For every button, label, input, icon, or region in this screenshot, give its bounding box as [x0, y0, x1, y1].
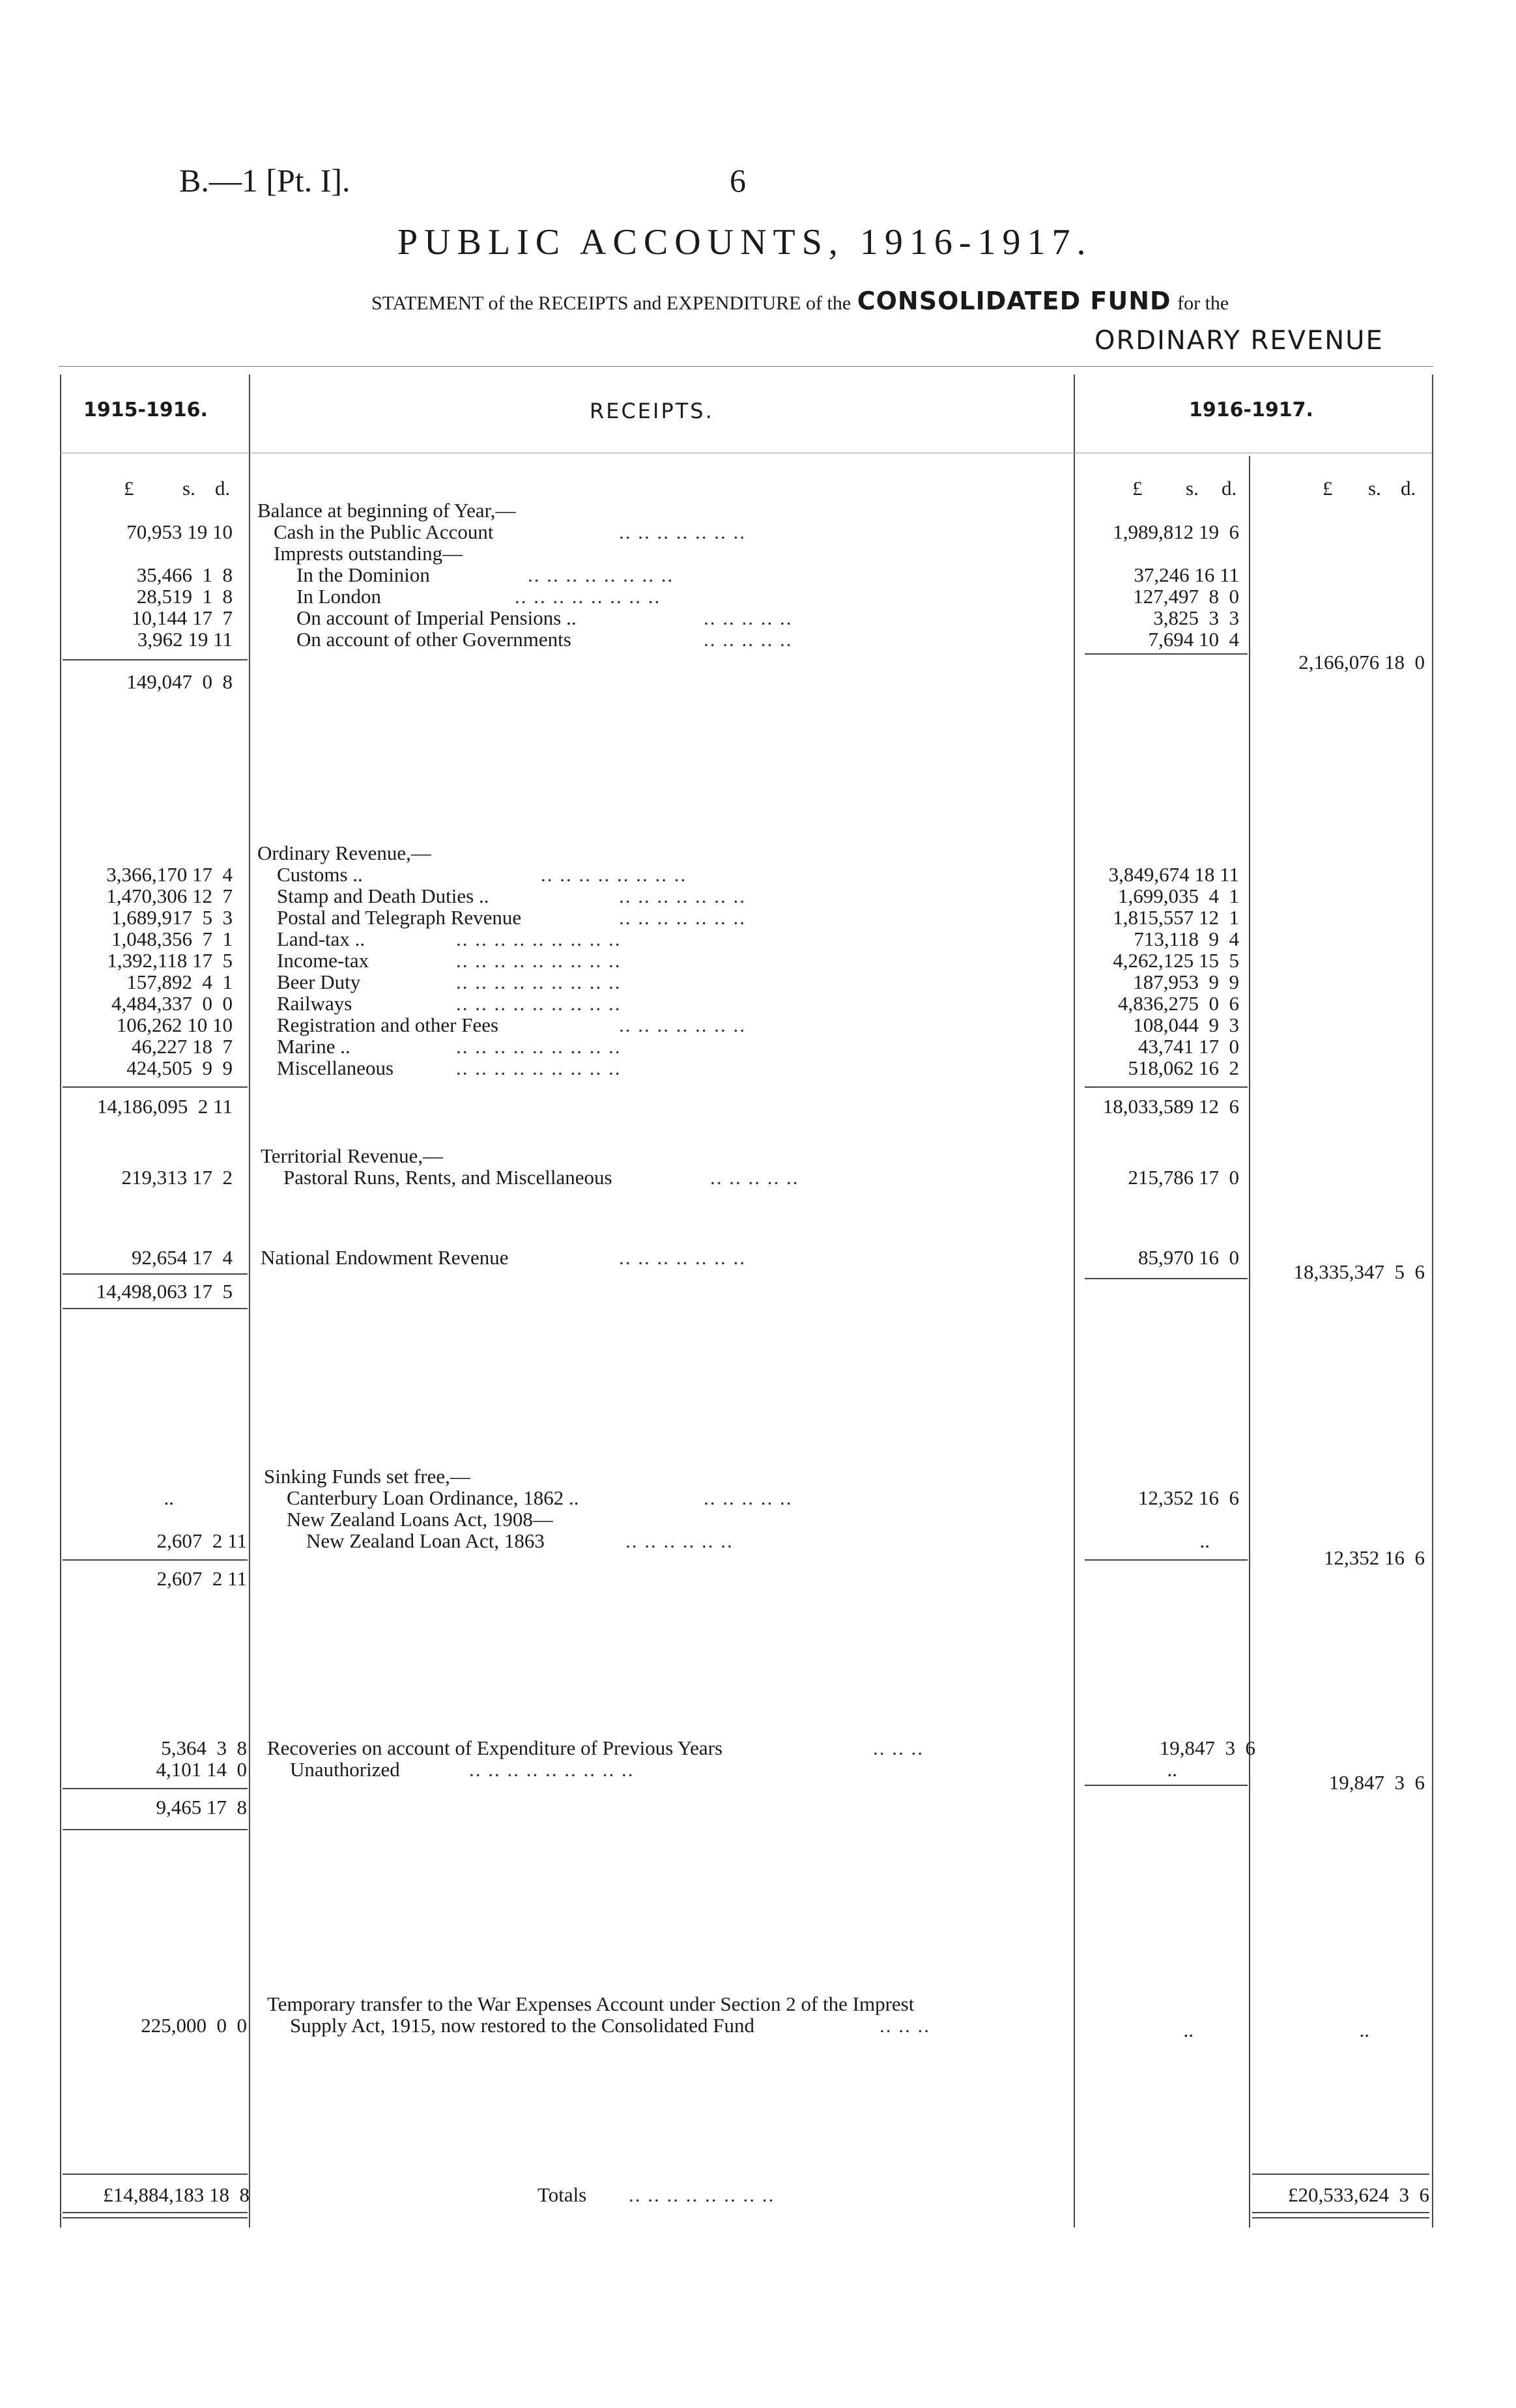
curr-value: 19,847 3 6 — [1159, 1736, 1255, 1759]
prev-value: 3,366,170 17 4 — [106, 863, 233, 886]
prev-value: 4,101 14 0 — [156, 1758, 247, 1781]
statement-subtitle — [371, 287, 1229, 315]
prev-value: 219,313 17 2 — [121, 1166, 233, 1189]
row-label: Customs .. — [277, 863, 363, 886]
prev-value: 1,048,356 7 1 — [111, 928, 233, 950]
row-label: Recoveries on account of Expenditure of Previous Years — [267, 1736, 723, 1759]
prev-value: 2,607 2 11 — [156, 1529, 247, 1552]
row-label: Pastoral Runs, Rents, and Miscellaneous — [283, 1166, 612, 1189]
curr-value: .. — [1167, 1758, 1177, 1781]
curr-value: 85,970 16 0 — [1138, 1246, 1239, 1269]
curr-value: 3,849,674 18 11 — [1108, 863, 1239, 886]
curr-section-total: 12,352 16 6 — [1324, 1546, 1425, 1569]
prev-section-total: 149,047 0 8 — [126, 670, 233, 693]
column-header-receipts: RECEIPTS. — [590, 399, 714, 423]
prev-value: 225,000 0 0 — [141, 2014, 247, 2037]
row-label: Supply Act, 1915, now restored to the Consolidated Fund — [290, 2014, 754, 2037]
prev-value: 3,962 19 11 — [137, 628, 233, 651]
prev-value: 4,484,337 0 0 — [111, 992, 233, 1015]
curr-value: .. — [1183, 2018, 1194, 2041]
curr-value: 12,352 16 6 — [1138, 1486, 1239, 1509]
totals-prev: £14,884,183 18 8 — [103, 2183, 250, 2206]
curr-section-total: 19,847 3 6 — [1328, 1771, 1425, 1794]
row-label: On account of Imperial Pensions .. — [296, 606, 577, 629]
prev-value: 1,470,306 12 7 — [106, 885, 233, 907]
row-label: On account of other Governments — [296, 628, 571, 651]
page-number: 6 — [730, 162, 746, 199]
prev-value: 424,505 9 9 — [126, 1056, 233, 1079]
prev-value: 1,392,118 17 5 — [107, 949, 233, 972]
page-reference: B.—1 [Pt. I]. — [179, 162, 350, 199]
curr-section-total: .. — [1359, 2018, 1369, 2041]
subtitle-fund: CONSOLIDATED FUND — [857, 287, 1171, 315]
curr-value: 108,044 9 3 — [1133, 1013, 1239, 1036]
row-label: New Zealand Loan Act, 1863 — [306, 1529, 545, 1552]
section-heading: Balance at beginning of Year,— — [257, 499, 516, 522]
curr-value: 1,815,557 12 1 — [1113, 906, 1239, 929]
totals-curr: £20,533,624 3 6 — [1288, 2183, 1429, 2206]
curr-value: 215,786 17 0 — [1128, 1166, 1239, 1189]
row-label: In London — [296, 585, 382, 608]
prev-section-total: 2,607 2 11 — [156, 1567, 247, 1590]
row-label: Railways — [277, 992, 352, 1015]
section-heading: Territorial Revenue,— — [261, 1144, 444, 1167]
curr-value: 37,246 16 11 — [1134, 563, 1239, 586]
page-title: PUBLIC ACCOUNTS, 1916-1917. — [397, 222, 1093, 262]
curr-section-total: 18,033,589 12 6 — [1102, 1095, 1239, 1118]
curr-value: 3,825 3 3 — [1153, 606, 1239, 629]
prev-section-total: 9,465 17 8 — [156, 1796, 247, 1819]
curr-value: 7,694 10 4 — [1148, 628, 1239, 651]
prev-value: 106,262 10 10 — [116, 1013, 233, 1036]
row-label: Marine .. — [277, 1035, 350, 1058]
prev-value: 10,144 17 7 — [132, 606, 233, 629]
row-label: In the Dominion — [296, 563, 430, 586]
section-heading: Sinking Funds set free,— — [264, 1465, 470, 1488]
row-label: Imprests outstanding— — [274, 542, 463, 565]
curr-value: 187,953 9 9 — [1133, 970, 1239, 993]
prev-value: 157,892 4 1 — [126, 970, 233, 993]
prev-value: 1,689,917 5 3 — [111, 906, 233, 929]
curr-value: 518,062 16 2 — [1128, 1056, 1239, 1079]
row-label: Unauthorized — [290, 1758, 400, 1781]
row-label: Postal and Telegraph Revenue — [277, 906, 522, 929]
row-label: Income-tax — [277, 949, 369, 972]
total-pound-symbol: £ — [1323, 477, 1333, 500]
subtitle-ordinary-revenue: ORDINARY REVENUE — [1094, 326, 1384, 356]
curr-section-total: 18,335,347 5 6 — [1293, 1260, 1425, 1283]
prev-section-total: 14,186,095 2 11 — [96, 1095, 233, 1118]
row-label: Land-tax .. — [277, 928, 365, 950]
prev-shilling-label: s. — [182, 477, 195, 500]
row-label: Cash in the Public Account — [274, 520, 494, 543]
curr-shilling-label: s. — [1186, 477, 1199, 500]
row-label: Registration and other Fees — [277, 1013, 499, 1036]
prev-value: .. — [164, 1486, 174, 1509]
totals-label: Totals — [537, 2183, 587, 2206]
prev-pound-symbol: £ — [124, 477, 134, 500]
row-label: Miscellaneous — [277, 1056, 394, 1079]
prev-value: 46,227 18 7 — [132, 1035, 233, 1058]
total-pence-label: d. — [1401, 477, 1416, 500]
curr-value: 1,989,812 19 6 — [1113, 520, 1239, 543]
prev-value: 70,953 19 10 — [126, 520, 233, 543]
prev-value: 28,519 1 8 — [136, 585, 233, 608]
row-label: New Zealand Loans Act, 1908— — [287, 1508, 553, 1531]
row-label: Canterbury Loan Ordinance, 1862 .. — [287, 1486, 579, 1509]
subtitle-prefix: STATEMENT of the RECEIPTS and EXPENDITURE of the — [371, 292, 851, 314]
row-label: Temporary transfer to the War Expenses Account under Section 2 of the Imprest — [267, 1992, 915, 2015]
curr-value: 4,836,275 0 6 — [1118, 992, 1239, 1015]
curr-value: 1,699,035 4 1 — [1118, 885, 1239, 907]
totals-leader-dots: .. .. .. .. .. .. .. .. — [629, 2183, 775, 2206]
section-heading: Ordinary Revenue,— — [257, 842, 431, 864]
curr-value: 43,741 17 0 — [1138, 1035, 1239, 1058]
prev-pence-label: d. — [215, 477, 231, 500]
prev-value: 5,364 3 8 — [161, 1736, 247, 1759]
curr-value: 4,262,125 15 5 — [1113, 949, 1239, 972]
curr-section-total: 2,166,076 18 0 — [1298, 651, 1425, 673]
column-header-1915: 1915-1916. — [83, 399, 208, 421]
curr-pence-label: d. — [1222, 477, 1237, 500]
curr-value: 127,497 8 0 — [1133, 585, 1239, 608]
curr-value: .. — [1199, 1529, 1210, 1552]
column-header-1916: 1916-1917. — [1189, 399, 1313, 421]
row-label: National Endowment Revenue — [261, 1246, 509, 1269]
curr-value: 713,118 9 4 — [1134, 928, 1239, 950]
prev-value: 35,466 1 8 — [136, 563, 233, 586]
total-shilling-label: s. — [1368, 477, 1381, 500]
prev-section-total: 14,498,063 17 5 — [96, 1280, 233, 1303]
row-label: Beer Duty — [277, 970, 361, 993]
row-label: Stamp and Death Duties .. — [277, 885, 489, 907]
curr-pound-symbol: £ — [1132, 477, 1143, 500]
subtitle-suffix: for the — [1177, 292, 1229, 314]
prev-value: 92,654 17 4 — [132, 1246, 233, 1269]
